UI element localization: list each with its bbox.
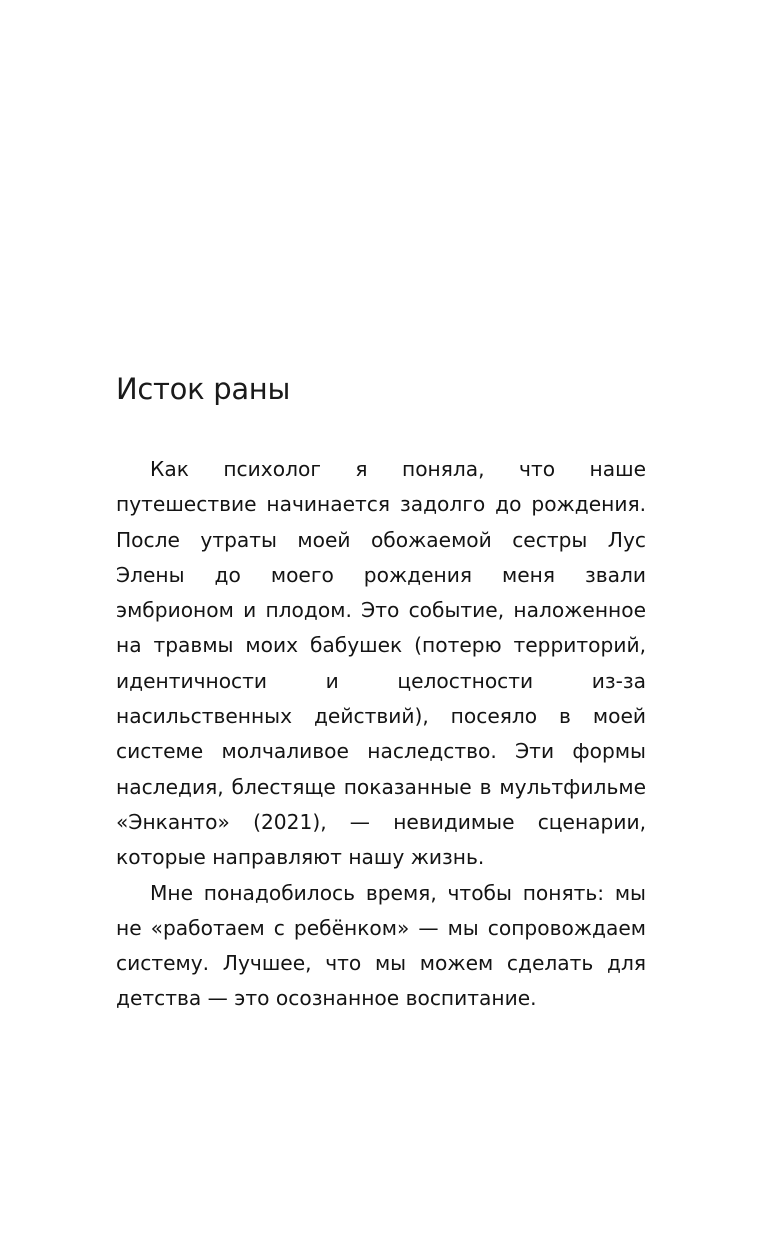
page-content: [116, 372, 646, 1017]
paragraph: [116, 452, 646, 876]
paragraph: [116, 876, 646, 1017]
paragraph-text: Мне понадобилось время, чтобы понять: мы не «работаем с ребёнком» — мы сопровождаем систему. Лучшее, что мы можем сделать для детства — это осознанное воспитание.: [116, 880, 646, 1011]
paragraph-text: Как психолог я поняла, что наше путешествие начинается задолго до рождения. После утраты моей обожаемой сестры Лус Элены до моего рождения меня звали эмбрионом и плодом. Это событие, наложенное на травмы моих бабушек (потерю территорий, идентичности и целостности из-за насильственных действий), посеяло в моей системе молчаливое наследство. Эти формы наследия, блестяще показанные в мультфильме «Энканто» (2021), — невидимые сценарии, которые направляют нашу жизнь.: [116, 457, 646, 870]
page-title: Исток раны: [116, 372, 291, 406]
